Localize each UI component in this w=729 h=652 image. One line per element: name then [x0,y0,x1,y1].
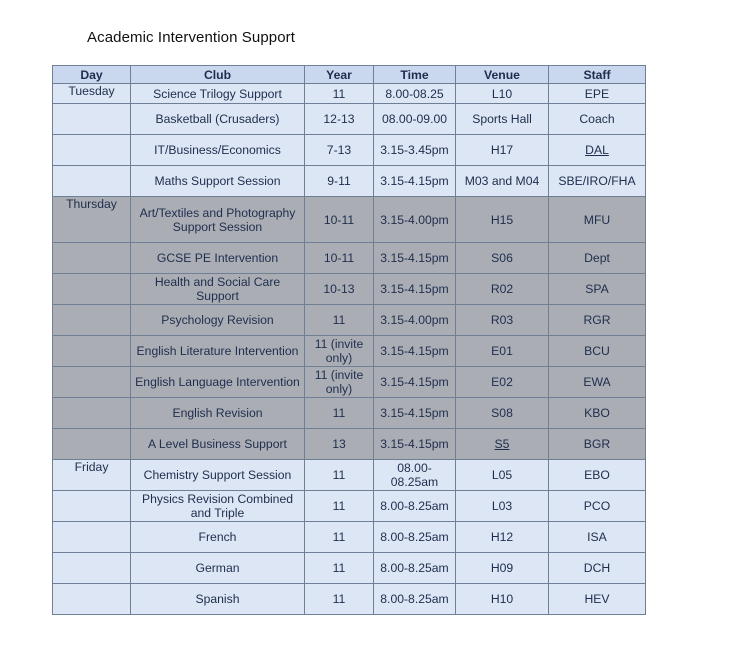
header-venue: Venue [456,66,549,84]
staff-cell: RGR [549,305,646,336]
time-cell: 8.00-8.25am [374,491,456,522]
club-cell: IT/Business/Economics [131,135,305,166]
club-cell: Chemistry Support Session [131,460,305,491]
day-cell [53,429,131,460]
year-cell: 11 [305,491,374,522]
table-header-row [53,66,646,84]
venue-cell: L03 [456,491,549,522]
venue-cell: R02 [456,274,549,305]
table-row [53,367,646,398]
year-cell: 10-11 [305,197,374,243]
table-row [53,84,646,104]
venue-cell: L10 [456,84,549,104]
table-row [53,166,646,197]
day-cell [53,166,131,197]
time-cell: 08.00-09.00 [374,104,456,135]
staff-cell: Dept [549,243,646,274]
venue-cell: E01 [456,336,549,367]
venue-cell: S5 [456,429,549,460]
time-cell: 3.15-4.15pm [374,398,456,429]
staff-cell: DAL [549,135,646,166]
staff-cell: SBE/IRO/FHA [549,166,646,197]
venue-cell: H12 [456,522,549,553]
staff-cell: KBO [549,398,646,429]
venue-cell: H09 [456,553,549,584]
header-staff: Staff [549,66,646,84]
day-cell [53,336,131,367]
day-cell [53,274,131,305]
day-cell [53,135,131,166]
venue-cell: M03 and M04 [456,166,549,197]
club-cell: Psychology Revision [131,305,305,336]
staff-cell: DCH [549,553,646,584]
club-cell: Spanish [131,584,305,615]
year-cell: 11 (invite only) [305,367,374,398]
day-cell: Friday [53,460,131,491]
staff-cell: EBO [549,460,646,491]
staff-cell: MFU [549,197,646,243]
time-cell: 3.15-4.15pm [374,274,456,305]
club-cell: GCSE PE Intervention [131,243,305,274]
venue-cell: S08 [456,398,549,429]
day-cell [53,398,131,429]
table-row [53,584,646,615]
year-cell: 10-11 [305,243,374,274]
time-cell: 8.00-8.25am [374,522,456,553]
time-cell: 3.15-4.15pm [374,336,456,367]
day-cell: Tuesday [53,84,131,104]
year-cell: 11 [305,398,374,429]
club-cell: Maths Support Session [131,166,305,197]
header-day: Day [53,66,131,84]
table-row [53,135,646,166]
staff-cell: PCO [549,491,646,522]
time-cell: 3.15-4.15pm [374,166,456,197]
table-row [53,522,646,553]
table-row [53,336,646,367]
header-club: Club [131,66,305,84]
time-cell: 8.00-08.25 [374,84,456,104]
staff-cell: EWA [549,367,646,398]
day-cell [53,522,131,553]
venue-cell: Sports Hall [456,104,549,135]
year-cell: 11 [305,305,374,336]
venue-cell: H15 [456,197,549,243]
year-cell: 11 [305,553,374,584]
year-cell: 11 [305,584,374,615]
club-cell: German [131,553,305,584]
table-row [53,197,646,243]
venue-cell: H17 [456,135,549,166]
club-cell: Science Trilogy Support [131,84,305,104]
year-cell: 10-13 [305,274,374,305]
staff-cell: BCU [549,336,646,367]
staff-cell: EPE [549,84,646,104]
day-cell [53,367,131,398]
table-row [53,429,646,460]
club-cell: Physics Revision Combined and Triple [131,491,305,522]
header-year: Year [305,66,374,84]
club-cell: English Language Intervention [131,367,305,398]
club-cell: English Literature Intervention [131,336,305,367]
staff-cell: ISA [549,522,646,553]
year-cell: 12-13 [305,104,374,135]
club-cell: English Revision [131,398,305,429]
time-cell: 8.00-8.25am [374,553,456,584]
table-row [53,491,646,522]
club-cell: Health and Social Care Support [131,274,305,305]
venue-cell: S06 [456,243,549,274]
table-row [53,460,646,491]
year-cell: 11 [305,522,374,553]
table-row [53,553,646,584]
time-cell: 3.15-4.15pm [374,243,456,274]
day-cell [53,491,131,522]
time-cell: 3.15-4.00pm [374,305,456,336]
club-cell: Basketball (Crusaders) [131,104,305,135]
table-row [53,104,646,135]
day-cell [53,553,131,584]
club-cell: French [131,522,305,553]
document-title: Academic Intervention Support [87,29,296,46]
venue-cell: H10 [456,584,549,615]
table-row [53,305,646,336]
day-cell [53,243,131,274]
day-cell: Thursday [53,197,131,243]
time-cell: 08.00-08.25am [374,460,456,491]
intervention-schedule-table [52,65,646,615]
time-cell: 8.00-8.25am [374,584,456,615]
staff-cell: BGR [549,429,646,460]
table-row [53,274,646,305]
time-cell: 3.15-4.15pm [374,429,456,460]
year-cell: 11 [305,460,374,491]
day-cell [53,104,131,135]
club-cell: Art/Textiles and Photography Support Session [131,197,305,243]
year-cell: 13 [305,429,374,460]
header-time: Time [374,66,456,84]
year-cell: 11 (invite only) [305,336,374,367]
time-cell: 3.15-4.00pm [374,197,456,243]
venue-cell: L05 [456,460,549,491]
year-cell: 9-11 [305,166,374,197]
time-cell: 3.15-4.15pm [374,367,456,398]
table-row [53,398,646,429]
day-cell [53,305,131,336]
year-cell: 11 [305,84,374,104]
table-row [53,243,646,274]
year-cell: 7-13 [305,135,374,166]
club-cell: A Level Business Support [131,429,305,460]
staff-cell: SPA [549,274,646,305]
venue-cell: E02 [456,367,549,398]
staff-cell: Coach [549,104,646,135]
day-cell [53,584,131,615]
venue-cell: R03 [456,305,549,336]
time-cell: 3.15-3.45pm [374,135,456,166]
staff-cell: HEV [549,584,646,615]
